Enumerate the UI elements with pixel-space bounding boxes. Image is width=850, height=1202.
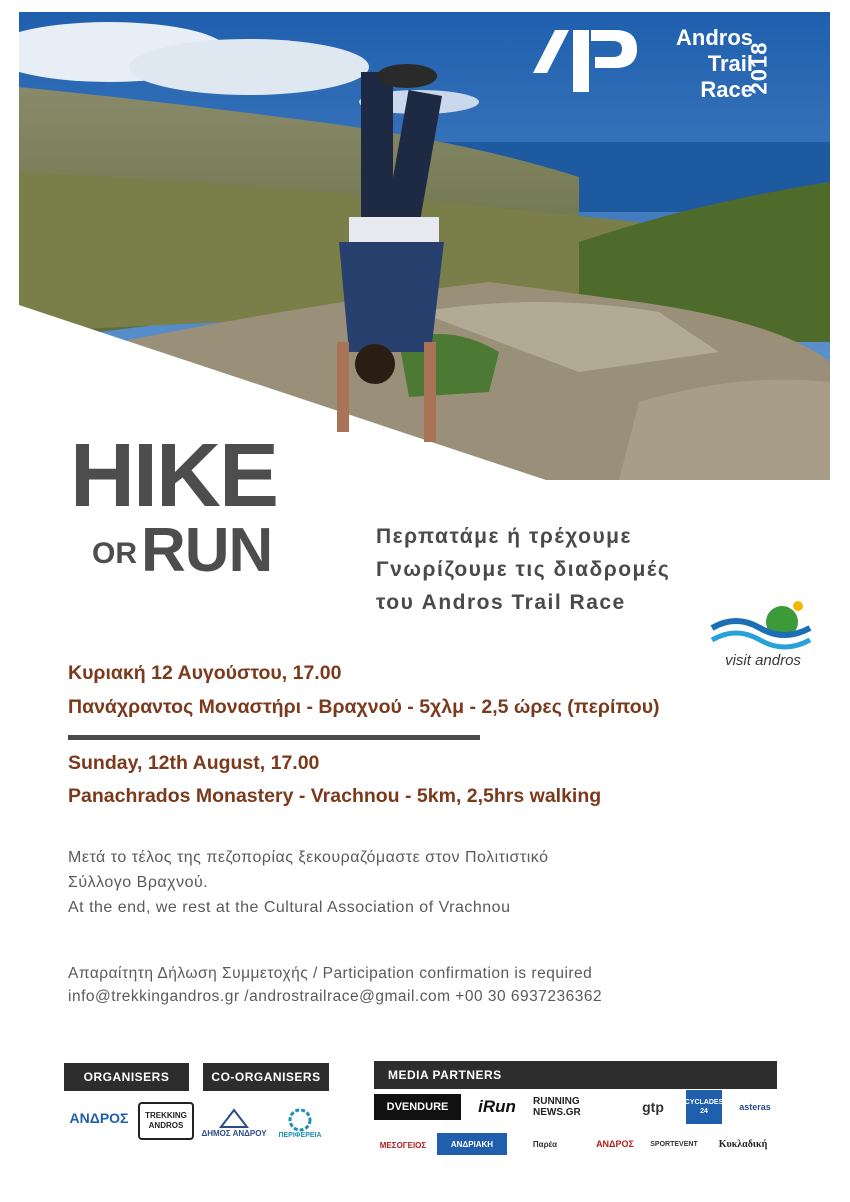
organiser-logo: TREKKING ANDROS (138, 1102, 194, 1140)
media-partner-logo: ΑΝΔΡΙΑΚΗ (437, 1133, 507, 1155)
co-organiser-name: ΠΕΡΙΦΕΡΕΙΑ (278, 1131, 322, 1139)
co-organiser-logo (272, 1104, 328, 1142)
municipality-icon (219, 1107, 249, 1129)
event-route-gr: Πανάχραντος Μοναστήρι - Βραχνού - 5χλμ - 2,5 ώρες (περίπου) (68, 696, 660, 718)
tagline-line1: Περπατάμε ή τρέχουμε (376, 525, 632, 548)
hero-run: RUN (141, 516, 273, 585)
contact-info (68, 962, 602, 1008)
after-gr-line2: Σύλλογο Βραχνού. (68, 874, 209, 891)
logo-name-line1: Andros (676, 25, 753, 50)
media-partner-logo: iRun (478, 1097, 516, 1116)
logo-name-line2: Trail (707, 51, 753, 76)
media-partner-logo: DVENDURE (374, 1094, 461, 1120)
contact-line1: Απαραίτητη Δήλωση Συμμετοχής / Participation confirmation is required (68, 965, 593, 982)
media-partners-label: MEDIA PARTNERS (374, 1061, 777, 1089)
media-partner-logo: ΑΝΔΡΟΣ (596, 1139, 634, 1149)
media-partner-logo: gtp (642, 1099, 664, 1115)
hero-or-run (92, 515, 272, 586)
media-partner-logo: ΜΕΣΟΓΕΙΟΣ (379, 1140, 427, 1150)
event-route-en: Panachrados Monastery - Vrachnou - 5km, 2,5hrs walking (68, 785, 602, 807)
logo-name-line3: Race (700, 77, 753, 102)
media-partner-logo: CYCLADES 24 (686, 1090, 722, 1124)
co-organiser-logo (201, 1104, 267, 1140)
media-partner-logo: Κυκλαδική (718, 1138, 768, 1150)
visit-andros-label: visit andros (725, 652, 801, 669)
race-logo (533, 25, 793, 105)
media-partner-logo: RUNNING NEWS.GR (533, 1096, 581, 1118)
organiser-logo: ΑΝΔΡΟΣ (69, 1110, 129, 1126)
tagline (376, 520, 670, 619)
organisers-label: ORGANISERS (64, 1063, 189, 1091)
after-en: At the end, we rest at the Cultural Association of Vrachnou (68, 899, 511, 916)
divider (68, 735, 480, 740)
tagline-line3: του Andros Trail Race (376, 591, 626, 614)
race-logo-text (658, 25, 753, 103)
media-partner-logo: asteras (739, 1102, 771, 1112)
event-date-gr: Κυριακή 12 Αυγούστου, 17.00 (68, 662, 342, 684)
region-icon (287, 1108, 313, 1132)
after-gr-line1: Μετά το τέλος της πεζοπορίας ξεκουραζόμαστε στον Πολιτιστικό (68, 849, 549, 866)
media-partner-logo: Παρέα (532, 1139, 558, 1149)
contact-line2: info@trekkingandros.gr /androstrailrace@gmail.com +00 30 6937236362 (68, 988, 603, 1005)
hero-or: OR (92, 537, 137, 570)
media-partner-logo: SPORTEVENT (650, 1140, 698, 1148)
race-logo-mark (533, 25, 643, 97)
event-date-en: Sunday, 12th August, 17.00 (68, 752, 320, 774)
hero-hike: HIKE (70, 426, 278, 526)
after-event-text (68, 845, 549, 920)
tagline-line2: Γνωρίζουμε τις διαδρομές (376, 558, 671, 581)
logo-year-box (746, 25, 785, 103)
logo-year: 2018 (746, 41, 772, 95)
visit-andros-logo (710, 598, 816, 676)
co-organiser-name: ΔΗΜΟΣ ΑΝΔΡΟΥ (201, 1128, 267, 1138)
visit-andros-icon (710, 598, 816, 654)
co-organisers-label: CO-ORGANISERS (203, 1063, 329, 1091)
